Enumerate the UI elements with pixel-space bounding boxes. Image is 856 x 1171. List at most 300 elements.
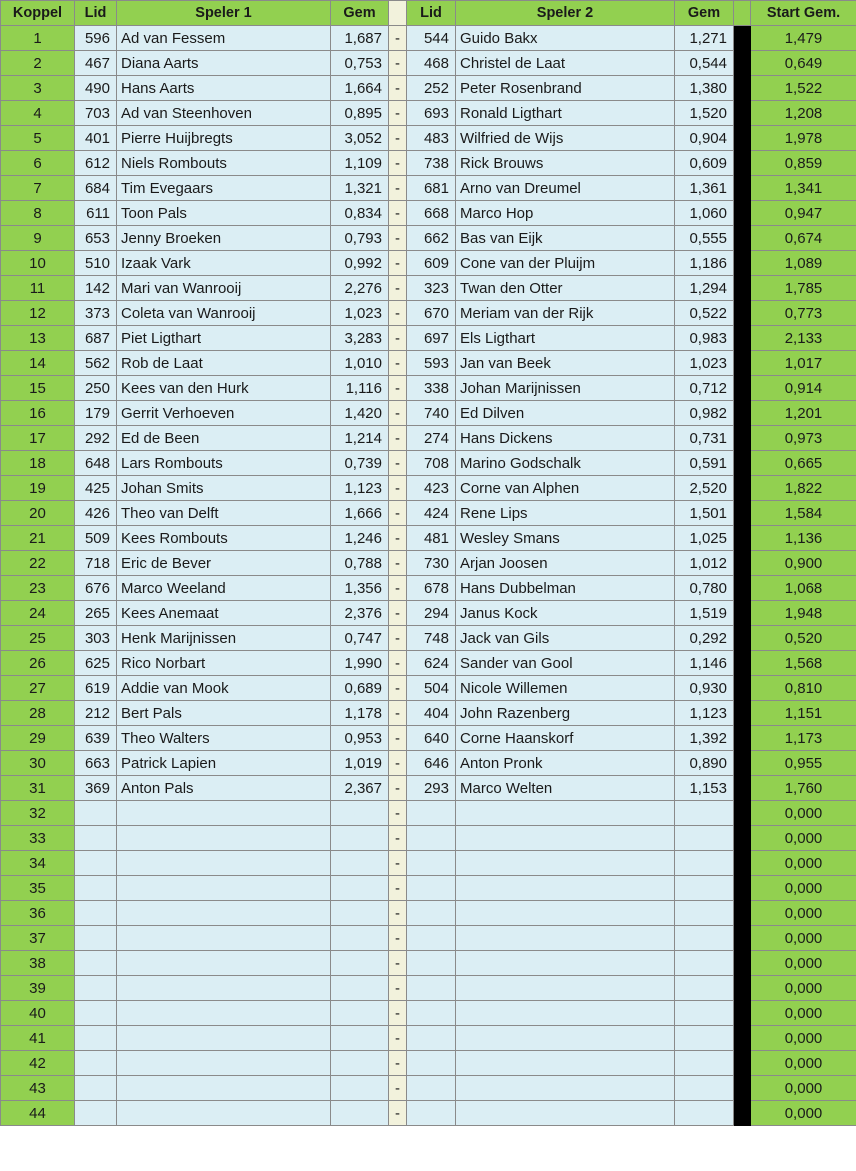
cell-gem-2[interactable] <box>675 851 734 876</box>
cell-gem-2[interactable]: 0,609 <box>675 151 734 176</box>
cell-gem-2[interactable] <box>675 1051 734 1076</box>
cell-dash[interactable]: - <box>389 1051 407 1076</box>
cell-gem-1[interactable]: 0,753 <box>331 51 389 76</box>
cell-gem-2[interactable] <box>675 1026 734 1051</box>
cell-koppel[interactable]: 11 <box>1 276 75 301</box>
cell-speler-1[interactable]: Bert Pals <box>117 701 331 726</box>
cell-speler-2[interactable] <box>456 826 675 851</box>
cell-lid-2[interactable]: 678 <box>407 576 456 601</box>
cell-lid-2[interactable]: 693 <box>407 101 456 126</box>
cell-gem-1[interactable]: 0,689 <box>331 676 389 701</box>
cell-speler-1[interactable]: Piet Ligthart <box>117 326 331 351</box>
cell-speler-2[interactable] <box>456 876 675 901</box>
cell-lid-1[interactable]: 179 <box>75 401 117 426</box>
cell-gem-1[interactable]: 2,376 <box>331 601 389 626</box>
cell-dash[interactable]: - <box>389 726 407 751</box>
cell-speler-2[interactable]: Jan van Beek <box>456 351 675 376</box>
cell-koppel[interactable]: 19 <box>1 476 75 501</box>
cell-lid-2[interactable]: 662 <box>407 226 456 251</box>
cell-dash[interactable]: - <box>389 276 407 301</box>
cell-speler-1[interactable]: Hans Aarts <box>117 76 331 101</box>
cell-lid-1[interactable]: 676 <box>75 576 117 601</box>
cell-koppel[interactable]: 20 <box>1 501 75 526</box>
cell-speler-2[interactable] <box>456 976 675 1001</box>
cell-gem-1[interactable]: 1,019 <box>331 751 389 776</box>
cell-gem-1[interactable] <box>331 901 389 926</box>
cell-start-gem[interactable]: 2,133 <box>751 326 856 351</box>
cell-dash[interactable]: - <box>389 676 407 701</box>
cell-speler-1[interactable] <box>117 1051 331 1076</box>
cell-start-gem[interactable]: 1,341 <box>751 176 856 201</box>
cell-dash[interactable]: - <box>389 1026 407 1051</box>
cell-speler-2[interactable]: Ronald Ligthart <box>456 101 675 126</box>
cell-gem-2[interactable]: 1,520 <box>675 101 734 126</box>
cell-speler-1[interactable]: Niels Rombouts <box>117 151 331 176</box>
cell-lid-1[interactable]: 212 <box>75 701 117 726</box>
cell-speler-1[interactable]: Marco Weeland <box>117 576 331 601</box>
cell-speler-1[interactable]: Pierre Huijbregts <box>117 126 331 151</box>
cell-gem-1[interactable]: 1,116 <box>331 376 389 401</box>
cell-lid-1[interactable]: 303 <box>75 626 117 651</box>
cell-gem-2[interactable] <box>675 901 734 926</box>
cell-dash[interactable]: - <box>389 476 407 501</box>
cell-gem-1[interactable]: 0,747 <box>331 626 389 651</box>
cell-start-gem[interactable]: 1,785 <box>751 276 856 301</box>
cell-gem-1[interactable]: 1,666 <box>331 501 389 526</box>
cell-lid-2[interactable] <box>407 1101 456 1126</box>
cell-speler-1[interactable]: Henk Marijnissen <box>117 626 331 651</box>
cell-lid-1[interactable]: 142 <box>75 276 117 301</box>
cell-dash[interactable]: - <box>389 451 407 476</box>
cell-gem-1[interactable]: 0,895 <box>331 101 389 126</box>
cell-gem-2[interactable]: 1,012 <box>675 551 734 576</box>
cell-lid-2[interactable]: 708 <box>407 451 456 476</box>
cell-koppel[interactable]: 1 <box>1 26 75 51</box>
cell-lid-2[interactable] <box>407 901 456 926</box>
cell-speler-1[interactable]: Diana Aarts <box>117 51 331 76</box>
cell-gem-1[interactable] <box>331 801 389 826</box>
cell-gem-1[interactable]: 1,246 <box>331 526 389 551</box>
cell-lid-2[interactable]: 668 <box>407 201 456 226</box>
cell-lid-1[interactable]: 490 <box>75 76 117 101</box>
cell-lid-1[interactable]: 401 <box>75 126 117 151</box>
cell-lid-2[interactable] <box>407 826 456 851</box>
cell-dash[interactable]: - <box>389 151 407 176</box>
cell-lid-1[interactable]: 510 <box>75 251 117 276</box>
cell-lid-1[interactable]: 619 <box>75 676 117 701</box>
cell-gem-2[interactable]: 0,555 <box>675 226 734 251</box>
cell-gem-1[interactable]: 0,992 <box>331 251 389 276</box>
cell-dash[interactable]: - <box>389 1076 407 1101</box>
cell-start-gem[interactable]: 1,017 <box>751 351 856 376</box>
cell-start-gem[interactable]: 0,000 <box>751 976 856 1001</box>
cell-speler-1[interactable]: Lars Rombouts <box>117 451 331 476</box>
cell-speler-2[interactable] <box>456 1101 675 1126</box>
cell-speler-1[interactable] <box>117 951 331 976</box>
cell-koppel[interactable]: 33 <box>1 826 75 851</box>
cell-lid-1[interactable] <box>75 951 117 976</box>
cell-gem-2[interactable] <box>675 876 734 901</box>
cell-start-gem[interactable]: 0,900 <box>751 551 856 576</box>
cell-start-gem[interactable]: 1,136 <box>751 526 856 551</box>
cell-lid-1[interactable]: 265 <box>75 601 117 626</box>
cell-lid-1[interactable]: 596 <box>75 26 117 51</box>
cell-start-gem[interactable]: 1,760 <box>751 776 856 801</box>
cell-lid-2[interactable] <box>407 1051 456 1076</box>
cell-dash[interactable]: - <box>389 976 407 1001</box>
cell-koppel[interactable]: 43 <box>1 1076 75 1101</box>
cell-gem-1[interactable]: 0,739 <box>331 451 389 476</box>
cell-speler-2[interactable]: Christel de Laat <box>456 51 675 76</box>
cell-speler-1[interactable] <box>117 1026 331 1051</box>
cell-speler-1[interactable] <box>117 851 331 876</box>
cell-dash[interactable]: - <box>389 26 407 51</box>
cell-start-gem[interactable]: 0,000 <box>751 901 856 926</box>
cell-lid-1[interactable] <box>75 1001 117 1026</box>
cell-gem-1[interactable] <box>331 826 389 851</box>
cell-speler-1[interactable]: Rob de Laat <box>117 351 331 376</box>
cell-gem-2[interactable]: 0,292 <box>675 626 734 651</box>
cell-start-gem[interactable]: 0,000 <box>751 801 856 826</box>
cell-start-gem[interactable]: 1,151 <box>751 701 856 726</box>
cell-speler-2[interactable]: Guido Bakx <box>456 26 675 51</box>
cell-gem-2[interactable] <box>675 1001 734 1026</box>
cell-gem-2[interactable] <box>675 1076 734 1101</box>
cell-lid-2[interactable]: 294 <box>407 601 456 626</box>
cell-gem-2[interactable] <box>675 801 734 826</box>
cell-lid-2[interactable]: 609 <box>407 251 456 276</box>
header-koppel[interactable]: Koppel <box>1 1 75 26</box>
cell-gem-2[interactable]: 1,392 <box>675 726 734 751</box>
cell-gem-2[interactable]: 0,712 <box>675 376 734 401</box>
cell-lid-2[interactable] <box>407 1076 456 1101</box>
cell-koppel[interactable]: 8 <box>1 201 75 226</box>
cell-speler-2[interactable] <box>456 851 675 876</box>
cell-koppel[interactable]: 38 <box>1 951 75 976</box>
cell-koppel[interactable]: 15 <box>1 376 75 401</box>
cell-gem-1[interactable]: 3,283 <box>331 326 389 351</box>
cell-start-gem[interactable]: 0,665 <box>751 451 856 476</box>
cell-speler-2[interactable]: Janus Kock <box>456 601 675 626</box>
cell-koppel[interactable]: 6 <box>1 151 75 176</box>
cell-dash[interactable]: - <box>389 776 407 801</box>
cell-speler-1[interactable] <box>117 801 331 826</box>
cell-speler-1[interactable] <box>117 901 331 926</box>
cell-gem-2[interactable] <box>675 826 734 851</box>
cell-start-gem[interactable]: 0,674 <box>751 226 856 251</box>
cell-speler-2[interactable]: Cone van der Pluijm <box>456 251 675 276</box>
cell-dash[interactable]: - <box>389 301 407 326</box>
cell-speler-1[interactable]: Ad van Fessem <box>117 26 331 51</box>
cell-koppel[interactable]: 5 <box>1 126 75 151</box>
cell-dash[interactable]: - <box>389 226 407 251</box>
cell-speler-2[interactable]: Rene Lips <box>456 501 675 526</box>
cell-koppel[interactable]: 24 <box>1 601 75 626</box>
cell-speler-2[interactable]: Meriam van der Rijk <box>456 301 675 326</box>
cell-gem-2[interactable]: 0,591 <box>675 451 734 476</box>
cell-lid-1[interactable]: 562 <box>75 351 117 376</box>
cell-lid-1[interactable] <box>75 851 117 876</box>
cell-gem-1[interactable]: 0,953 <box>331 726 389 751</box>
cell-speler-1[interactable]: Jenny Broeken <box>117 226 331 251</box>
cell-speler-2[interactable]: Jack van Gils <box>456 626 675 651</box>
cell-speler-1[interactable] <box>117 1101 331 1126</box>
cell-start-gem[interactable]: 1,089 <box>751 251 856 276</box>
cell-gem-1[interactable]: 1,990 <box>331 651 389 676</box>
cell-gem-2[interactable]: 1,519 <box>675 601 734 626</box>
cell-dash[interactable]: - <box>389 926 407 951</box>
cell-koppel[interactable]: 31 <box>1 776 75 801</box>
cell-koppel[interactable]: 40 <box>1 1001 75 1026</box>
cell-koppel[interactable]: 9 <box>1 226 75 251</box>
cell-gem-1[interactable]: 1,178 <box>331 701 389 726</box>
cell-lid-2[interactable]: 468 <box>407 51 456 76</box>
cell-lid-1[interactable]: 425 <box>75 476 117 501</box>
cell-dash[interactable]: - <box>389 351 407 376</box>
cell-gem-2[interactable]: 1,294 <box>675 276 734 301</box>
cell-start-gem[interactable]: 0,773 <box>751 301 856 326</box>
cell-gem-1[interactable] <box>331 926 389 951</box>
cell-speler-1[interactable]: Johan Smits <box>117 476 331 501</box>
cell-speler-1[interactable]: Rico Norbart <box>117 651 331 676</box>
cell-lid-1[interactable] <box>75 801 117 826</box>
header-gem-1[interactable]: Gem <box>331 1 389 26</box>
cell-lid-2[interactable] <box>407 1001 456 1026</box>
cell-start-gem[interactable]: 0,649 <box>751 51 856 76</box>
cell-speler-1[interactable]: Theo Walters <box>117 726 331 751</box>
cell-gem-1[interactable]: 2,276 <box>331 276 389 301</box>
cell-start-gem[interactable]: 0,914 <box>751 376 856 401</box>
cell-speler-1[interactable]: Ed de Been <box>117 426 331 451</box>
cell-gem-2[interactable] <box>675 951 734 976</box>
cell-speler-1[interactable]: Eric de Bever <box>117 551 331 576</box>
cell-lid-1[interactable]: 653 <box>75 226 117 251</box>
cell-start-gem[interactable]: 0,000 <box>751 1001 856 1026</box>
cell-start-gem[interactable]: 0,000 <box>751 851 856 876</box>
cell-start-gem[interactable]: 1,948 <box>751 601 856 626</box>
cell-speler-1[interactable] <box>117 1076 331 1101</box>
cell-speler-2[interactable] <box>456 901 675 926</box>
header-lid-1[interactable]: Lid <box>75 1 117 26</box>
cell-speler-1[interactable]: Kees Rombouts <box>117 526 331 551</box>
cell-koppel[interactable]: 13 <box>1 326 75 351</box>
cell-start-gem[interactable]: 1,479 <box>751 26 856 51</box>
cell-lid-2[interactable]: 748 <box>407 626 456 651</box>
cell-dash[interactable]: - <box>389 126 407 151</box>
cell-speler-1[interactable] <box>117 926 331 951</box>
cell-gem-2[interactable]: 0,731 <box>675 426 734 451</box>
cell-koppel[interactable]: 12 <box>1 301 75 326</box>
header-start-gem[interactable]: Start Gem. <box>751 1 856 26</box>
cell-start-gem[interactable]: 1,208 <box>751 101 856 126</box>
cell-dash[interactable]: - <box>389 526 407 551</box>
cell-gem-2[interactable]: 1,153 <box>675 776 734 801</box>
cell-gem-2[interactable]: 0,930 <box>675 676 734 701</box>
cell-speler-2[interactable] <box>456 1076 675 1101</box>
cell-gem-1[interactable]: 3,052 <box>331 126 389 151</box>
cell-speler-2[interactable]: Hans Dickens <box>456 426 675 451</box>
cell-dash[interactable]: - <box>389 651 407 676</box>
cell-lid-1[interactable]: 639 <box>75 726 117 751</box>
cell-speler-1[interactable]: Toon Pals <box>117 201 331 226</box>
cell-lid-2[interactable] <box>407 926 456 951</box>
cell-lid-2[interactable]: 481 <box>407 526 456 551</box>
cell-gem-1[interactable] <box>331 976 389 1001</box>
cell-speler-2[interactable]: Bas van Eijk <box>456 226 675 251</box>
cell-speler-1[interactable] <box>117 1001 331 1026</box>
cell-speler-1[interactable] <box>117 976 331 1001</box>
cell-speler-2[interactable] <box>456 951 675 976</box>
cell-gem-2[interactable]: 2,520 <box>675 476 734 501</box>
cell-speler-1[interactable]: Kees van den Hurk <box>117 376 331 401</box>
cell-start-gem[interactable]: 0,859 <box>751 151 856 176</box>
cell-koppel[interactable]: 39 <box>1 976 75 1001</box>
cell-lid-1[interactable]: 663 <box>75 751 117 776</box>
cell-speler-2[interactable]: Anton Pronk <box>456 751 675 776</box>
cell-lid-1[interactable] <box>75 826 117 851</box>
cell-koppel[interactable]: 34 <box>1 851 75 876</box>
cell-speler-2[interactable]: Hans Dubbelman <box>456 576 675 601</box>
cell-koppel[interactable]: 27 <box>1 676 75 701</box>
cell-speler-2[interactable]: Els Ligthart <box>456 326 675 351</box>
cell-dash[interactable]: - <box>389 576 407 601</box>
cell-gem-2[interactable]: 1,271 <box>675 26 734 51</box>
cell-koppel[interactable]: 2 <box>1 51 75 76</box>
cell-gem-1[interactable]: 0,793 <box>331 226 389 251</box>
cell-speler-2[interactable]: Marino Godschalk <box>456 451 675 476</box>
cell-start-gem[interactable]: 0,810 <box>751 676 856 701</box>
cell-dash[interactable]: - <box>389 426 407 451</box>
cell-speler-2[interactable]: Rick Brouws <box>456 151 675 176</box>
cell-gem-1[interactable]: 1,109 <box>331 151 389 176</box>
cell-lid-1[interactable]: 625 <box>75 651 117 676</box>
cell-dash[interactable]: - <box>389 376 407 401</box>
cell-dash[interactable]: - <box>389 851 407 876</box>
cell-lid-2[interactable]: 646 <box>407 751 456 776</box>
cell-start-gem[interactable]: 0,000 <box>751 1026 856 1051</box>
cell-lid-2[interactable]: 544 <box>407 26 456 51</box>
cell-speler-1[interactable]: Tim Evegaars <box>117 176 331 201</box>
cell-gem-2[interactable] <box>675 926 734 951</box>
cell-speler-1[interactable]: Ad van Steenhoven <box>117 101 331 126</box>
cell-gem-1[interactable]: 1,687 <box>331 26 389 51</box>
cell-start-gem[interactable]: 0,955 <box>751 751 856 776</box>
cell-lid-1[interactable] <box>75 876 117 901</box>
cell-gem-1[interactable]: 0,834 <box>331 201 389 226</box>
cell-gem-1[interactable]: 1,321 <box>331 176 389 201</box>
cell-lid-2[interactable]: 740 <box>407 401 456 426</box>
cell-lid-2[interactable]: 338 <box>407 376 456 401</box>
cell-lid-1[interactable]: 684 <box>75 176 117 201</box>
cell-gem-2[interactable]: 1,146 <box>675 651 734 676</box>
cell-koppel[interactable]: 17 <box>1 426 75 451</box>
cell-gem-2[interactable]: 0,983 <box>675 326 734 351</box>
cell-koppel[interactable]: 16 <box>1 401 75 426</box>
cell-lid-2[interactable]: 483 <box>407 126 456 151</box>
cell-gem-1[interactable]: 1,420 <box>331 401 389 426</box>
cell-lid-1[interactable] <box>75 1101 117 1126</box>
cell-lid-2[interactable] <box>407 1026 456 1051</box>
cell-speler-1[interactable]: Izaak Vark <box>117 251 331 276</box>
cell-dash[interactable]: - <box>389 1001 407 1026</box>
cell-dash[interactable]: - <box>389 551 407 576</box>
cell-start-gem[interactable]: 1,068 <box>751 576 856 601</box>
cell-start-gem[interactable]: 1,173 <box>751 726 856 751</box>
cell-lid-2[interactable] <box>407 951 456 976</box>
cell-lid-2[interactable]: 697 <box>407 326 456 351</box>
cell-lid-1[interactable]: 718 <box>75 551 117 576</box>
cell-lid-1[interactable]: 369 <box>75 776 117 801</box>
cell-dash[interactable]: - <box>389 876 407 901</box>
cell-gem-1[interactable] <box>331 1026 389 1051</box>
cell-lid-1[interactable]: 426 <box>75 501 117 526</box>
cell-gem-2[interactable]: 1,361 <box>675 176 734 201</box>
cell-dash[interactable]: - <box>389 701 407 726</box>
cell-speler-1[interactable]: Theo van Delft <box>117 501 331 526</box>
cell-lid-2[interactable]: 504 <box>407 676 456 701</box>
cell-lid-2[interactable]: 593 <box>407 351 456 376</box>
cell-lid-1[interactable]: 687 <box>75 326 117 351</box>
cell-speler-2[interactable]: Nicole Willemen <box>456 676 675 701</box>
cell-dash[interactable]: - <box>389 626 407 651</box>
cell-koppel[interactable]: 41 <box>1 1026 75 1051</box>
cell-gem-1[interactable]: 1,664 <box>331 76 389 101</box>
cell-speler-2[interactable]: Arjan Joosen <box>456 551 675 576</box>
cell-gem-2[interactable]: 1,380 <box>675 76 734 101</box>
cell-gem-2[interactable]: 0,890 <box>675 751 734 776</box>
cell-speler-2[interactable]: Marco Hop <box>456 201 675 226</box>
cell-lid-1[interactable]: 612 <box>75 151 117 176</box>
cell-lid-1[interactable] <box>75 926 117 951</box>
cell-koppel[interactable]: 10 <box>1 251 75 276</box>
cell-koppel[interactable]: 44 <box>1 1101 75 1126</box>
cell-lid-1[interactable]: 509 <box>75 526 117 551</box>
cell-speler-2[interactable]: Sander van Gool <box>456 651 675 676</box>
cell-dash[interactable]: - <box>389 176 407 201</box>
cell-start-gem[interactable]: 0,000 <box>751 951 856 976</box>
cell-start-gem[interactable]: 0,000 <box>751 826 856 851</box>
cell-gem-1[interactable] <box>331 876 389 901</box>
cell-start-gem[interactable]: 1,522 <box>751 76 856 101</box>
cell-speler-1[interactable]: Anton Pals <box>117 776 331 801</box>
cell-lid-2[interactable]: 738 <box>407 151 456 176</box>
cell-speler-2[interactable]: Twan den Otter <box>456 276 675 301</box>
cell-dash[interactable]: - <box>389 326 407 351</box>
cell-koppel[interactable]: 23 <box>1 576 75 601</box>
cell-start-gem[interactable]: 1,822 <box>751 476 856 501</box>
cell-lid-2[interactable]: 681 <box>407 176 456 201</box>
cell-lid-2[interactable]: 670 <box>407 301 456 326</box>
cell-lid-1[interactable] <box>75 1076 117 1101</box>
cell-lid-1[interactable]: 467 <box>75 51 117 76</box>
cell-lid-1[interactable]: 292 <box>75 426 117 451</box>
cell-gem-1[interactable]: 1,214 <box>331 426 389 451</box>
cell-gem-2[interactable]: 0,780 <box>675 576 734 601</box>
cell-lid-1[interactable]: 373 <box>75 301 117 326</box>
cell-start-gem[interactable]: 0,000 <box>751 1076 856 1101</box>
cell-lid-1[interactable] <box>75 1051 117 1076</box>
cell-dash[interactable]: - <box>389 51 407 76</box>
cell-speler-2[interactable]: Corne van Alphen <box>456 476 675 501</box>
cell-gem-1[interactable]: 2,367 <box>331 776 389 801</box>
cell-koppel[interactable]: 3 <box>1 76 75 101</box>
cell-start-gem[interactable]: 1,568 <box>751 651 856 676</box>
cell-start-gem[interactable]: 1,978 <box>751 126 856 151</box>
cell-speler-2[interactable]: Peter Rosenbrand <box>456 76 675 101</box>
cell-dash[interactable]: - <box>389 76 407 101</box>
cell-gem-1[interactable] <box>331 1001 389 1026</box>
cell-lid-2[interactable]: 730 <box>407 551 456 576</box>
